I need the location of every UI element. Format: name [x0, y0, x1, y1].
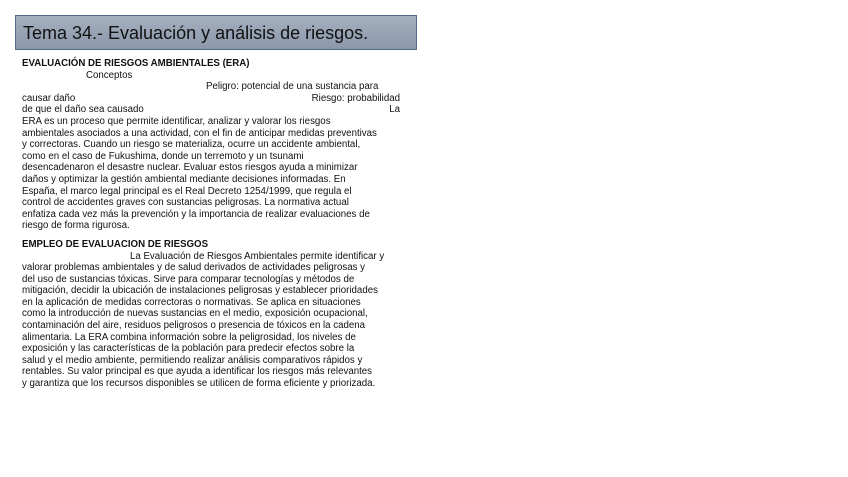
- text-line-pair: [22, 104, 414, 116]
- text-line-pair: [22, 93, 414, 105]
- text-line: rentables. Su valor principal es que ayuda a identificar los riesgos más relevantes: [22, 366, 373, 378]
- slide-title-box: [15, 15, 417, 50]
- text-line: control de accidentes graves con sustancias peligrosas. La normativa actual: [22, 197, 349, 209]
- section-gap: [22, 232, 414, 239]
- section-heading-empleo: EMPLEO DE EVALUACION DE RIESGOS: [22, 238, 209, 250]
- text-line: de que el daño sea causado: [22, 104, 144, 116]
- text-line: como en el caso de Fukushima, donde un terremoto y un tsunami: [22, 150, 304, 162]
- text-line: La Evaluación de Riesgos Ambientales permite identificar y: [130, 250, 385, 262]
- slide-title: Tema 34.- Evaluación y análisis de riesgos.: [23, 23, 369, 43]
- text-line: riesgo de forma rigurosa.: [22, 220, 130, 232]
- text-line: causar daño: [22, 92, 76, 104]
- text-line: Peligro: potencial de una sustancia para: [206, 81, 379, 93]
- concepts-label: Conceptos: [86, 69, 133, 81]
- text-line: La: [389, 104, 400, 116]
- text-line: mitigación, decidir la ubicación de instalaciones peligrosas y establecer prioridades: [22, 285, 378, 297]
- text-line: Riesgo: probabilidad: [311, 92, 400, 104]
- text-line: contaminación del aire, residuos peligrosos o presencia de tóxicos en la cadena: [22, 320, 366, 332]
- text-line: daños y optimizar la gestión ambiental mediante decisiones informadas. En: [22, 173, 346, 185]
- text-line: salud y el medio ambiente, permitiendo realizar análisis comparativos rápidos y: [22, 354, 363, 366]
- text-line: valorar problemas ambientales y de salud derivados de actividades peligrosas y: [22, 262, 366, 274]
- slide-content: [22, 58, 414, 390]
- text-line: España, el marco legal principal es el Real Decreto 1254/1999, que regula el: [22, 185, 352, 197]
- text-line: como la introducción de nuevas sustancias en el medio, exposición ocupacional,: [22, 308, 368, 320]
- text-line: enfatiza cada vez más la prevención y la importancia de realizar evaluaciones de: [22, 208, 370, 220]
- text-line: del uso de sustancias tóxicas. Sirve para comparar tecnologías y métodos de: [22, 273, 355, 285]
- text-line: alimentaria. La ERA combina información sobre la peligrosidad, los niveles de: [22, 331, 356, 343]
- section-heading-era: EVALUACIÓN DE RIESGOS AMBIENTALES (ERA): [22, 58, 250, 69]
- text-line: en la aplicación de medidas correctoras o normativas. Se aplica en situaciones: [22, 296, 361, 308]
- text-line: desencadenaron el desastre nuclear. Evaluar estos riesgos ayuda a minimizar: [22, 162, 358, 174]
- text-line: ERA es un proceso que permite identificar, analizar y valorar los riesgos: [22, 115, 331, 127]
- text-line: y correctoras. Cuando un riesgo se materializa, ocurre un accidente ambiental,: [22, 139, 361, 151]
- text-line: exposición y las características de la población para predecir efectos sobre la: [22, 343, 355, 355]
- text-line: y garantiza que los recursos disponibles se utilicen de forma eficiente y priorizada.: [22, 378, 376, 390]
- text-line: ambientales asociados a una actividad, con el fin de anticipar medidas preventivas: [22, 127, 377, 139]
